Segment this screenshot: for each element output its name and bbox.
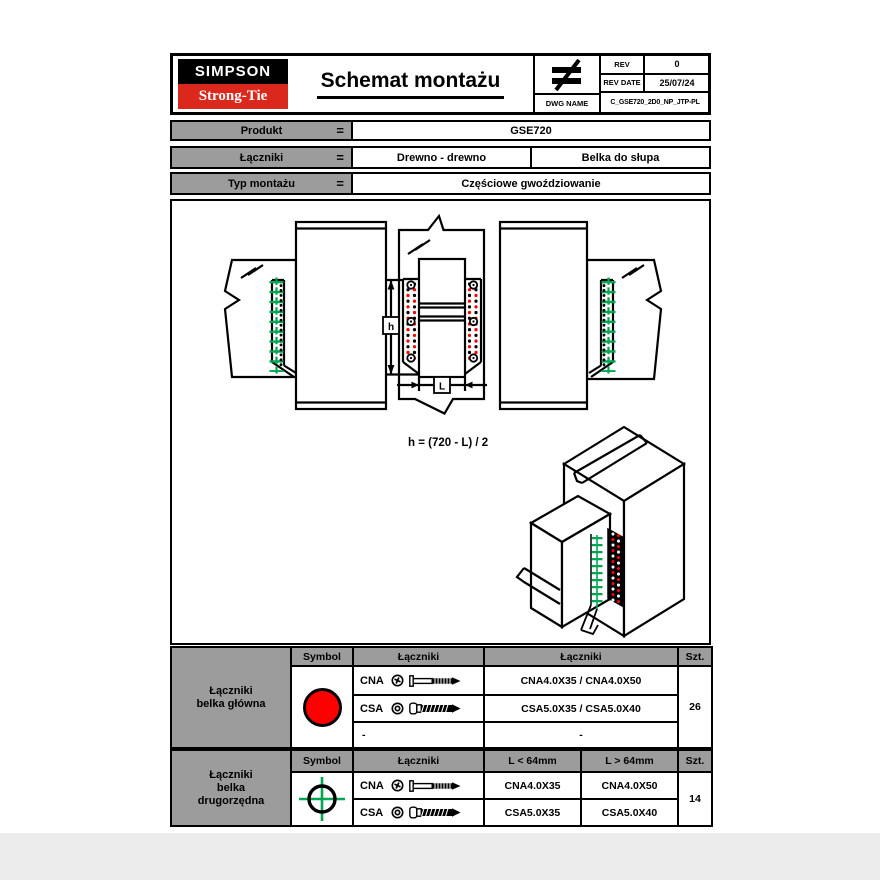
not-equal-icon bbox=[549, 58, 585, 92]
logo-strongtie: Strong-Tie bbox=[178, 84, 288, 109]
not-equal-symbol-cell bbox=[533, 56, 599, 93]
fastener-cell-empty: - bbox=[353, 722, 484, 748]
fasteners-main-table bbox=[170, 646, 713, 749]
red-circle-symbol bbox=[303, 688, 342, 727]
rev-row bbox=[601, 56, 709, 75]
page-bottom-shadow bbox=[0, 833, 880, 880]
fastener-code: CSA bbox=[360, 806, 384, 819]
fastener-code: CNA bbox=[360, 674, 384, 687]
crosshair-symbol bbox=[298, 776, 346, 822]
equals-icon: = bbox=[336, 122, 344, 138]
dim-l-label: L bbox=[438, 381, 446, 393]
main-qty-cell: 26 bbox=[678, 666, 712, 748]
fasteners-value-2: Belka do słupa bbox=[530, 148, 709, 167]
equals-icon: = bbox=[336, 149, 344, 165]
col-header-length-short: L < 64mm bbox=[484, 750, 581, 772]
dwg-name-row bbox=[601, 93, 709, 112]
fastener-code: CSA bbox=[360, 702, 384, 715]
row-label-line: drugorzędna bbox=[197, 794, 265, 807]
fastener-cell-cna bbox=[353, 666, 484, 695]
fastener-cell-csa bbox=[353, 799, 484, 826]
dwg-name-value: C_GSE720_2D0_NP_JTP-PL bbox=[610, 98, 700, 106]
nail-icon bbox=[409, 780, 461, 792]
title-block bbox=[170, 53, 711, 115]
row-label-line: belka główna bbox=[196, 697, 266, 710]
fasteners-label bbox=[172, 148, 353, 167]
fastener-cell-cna bbox=[353, 772, 484, 799]
main-symbol-cell bbox=[291, 666, 353, 748]
side-view-left bbox=[225, 222, 386, 409]
sheet-title bbox=[288, 56, 533, 111]
product-row-typ-montazu bbox=[170, 172, 711, 195]
model-short-cell: CNA4.0X35 bbox=[484, 772, 581, 799]
rev-label: REV bbox=[601, 56, 645, 73]
row-label-line: belka bbox=[216, 781, 246, 794]
mount-type-label-text: Typ montażu bbox=[227, 177, 295, 190]
product-label-text: Produkt bbox=[240, 124, 283, 137]
secondary-symbol-cell bbox=[291, 772, 353, 826]
product-value: GSE720 bbox=[510, 124, 552, 137]
rev-date-value: 25/07/24 bbox=[659, 77, 695, 88]
col-header-models: Łączniki bbox=[484, 647, 678, 666]
col-header-symbol: Symbol bbox=[291, 647, 353, 666]
fasteners-secondary-table bbox=[170, 749, 713, 827]
fasteners-value-1: Drewno - drewno bbox=[396, 151, 487, 164]
csa-head-icon bbox=[391, 806, 404, 819]
col-header-qty: Szt. bbox=[678, 750, 712, 772]
logo-simpson: SIMPSON bbox=[178, 59, 288, 84]
col-header-fasteners: Łączniki bbox=[353, 647, 484, 666]
assembly-diagram bbox=[172, 201, 708, 642]
secondary-table-row-label bbox=[171, 750, 291, 826]
row-label-line: Łączniki bbox=[209, 684, 253, 697]
model-cell: CNA4.0X35 / CNA4.0X50 bbox=[484, 666, 678, 695]
rev-table bbox=[599, 56, 709, 112]
row-label-line: Łączniki bbox=[209, 768, 253, 781]
sheet-title-text: Schemat montażu bbox=[317, 69, 505, 99]
col-header-fasteners: Łączniki bbox=[353, 750, 484, 772]
secondary-qty-cell: 14 bbox=[678, 772, 712, 826]
brand-logo bbox=[178, 59, 288, 109]
cna-head-icon bbox=[391, 779, 404, 792]
model-cell-empty: - bbox=[484, 722, 678, 748]
dwg-name-label: DWG NAME bbox=[533, 93, 599, 112]
side-view-right bbox=[500, 222, 661, 409]
fasteners-label-text: Łączniki bbox=[239, 151, 284, 164]
product-row-laczniki bbox=[170, 146, 711, 169]
fastener-cell-csa bbox=[353, 695, 484, 722]
nail-icon bbox=[409, 675, 461, 687]
rev-date-row bbox=[601, 75, 709, 94]
main-table-row-label bbox=[171, 647, 291, 748]
equals-icon: = bbox=[336, 175, 344, 191]
screw-icon bbox=[409, 702, 461, 715]
formula-text: h = (720 - L) / 2 bbox=[408, 437, 489, 449]
mount-type-label bbox=[172, 174, 353, 193]
iso-view bbox=[517, 427, 684, 636]
screw-icon bbox=[409, 806, 461, 819]
col-header-qty: Szt. bbox=[678, 647, 712, 666]
csa-head-icon bbox=[391, 702, 404, 715]
col-header-symbol: Symbol bbox=[291, 750, 353, 772]
front-view bbox=[383, 216, 487, 414]
col-header-length-long: L > 64mm bbox=[581, 750, 678, 772]
cna-head-icon bbox=[391, 674, 404, 687]
model-long-cell: CNA4.0X50 bbox=[581, 772, 678, 799]
model-short-cell: CSA5.0X35 bbox=[484, 799, 581, 826]
model-long-cell: CSA5.0X40 bbox=[581, 799, 678, 826]
drawing-area bbox=[170, 199, 711, 645]
product-row-produkt bbox=[170, 120, 711, 141]
dim-h-label: h bbox=[387, 322, 395, 333]
rev-value: 0 bbox=[674, 59, 680, 70]
rev-date-label: REV DATE bbox=[601, 75, 645, 92]
model-cell: CSA5.0X35 / CSA5.0X40 bbox=[484, 695, 678, 722]
mount-type-value: Częściowe gwoździowanie bbox=[461, 177, 601, 190]
fastener-code: CNA bbox=[360, 779, 384, 792]
product-label bbox=[172, 122, 353, 139]
